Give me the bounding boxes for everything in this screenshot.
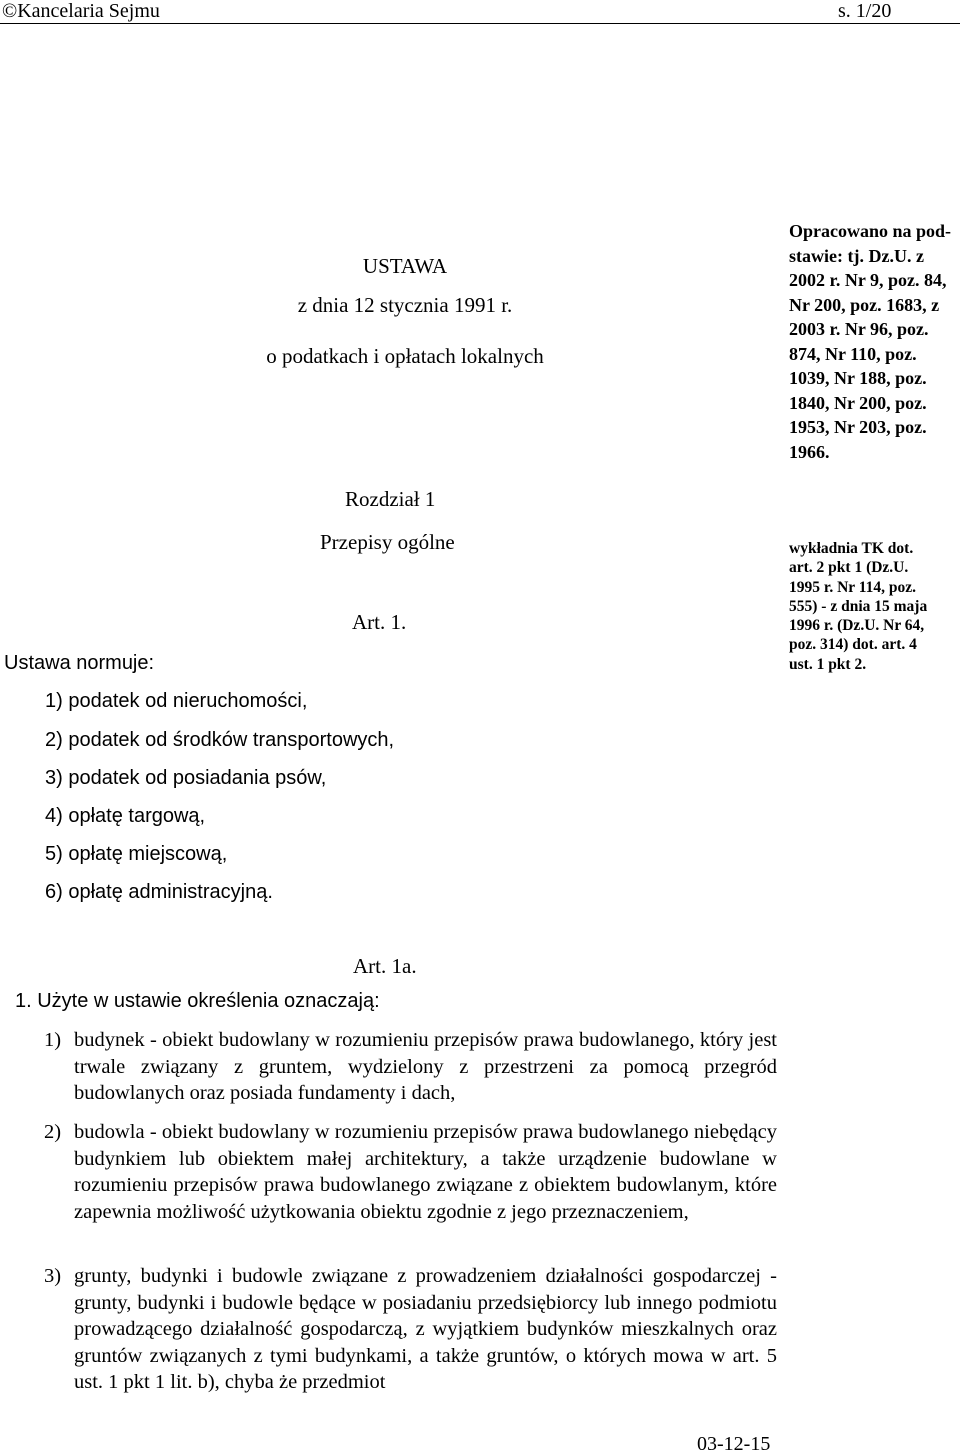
- chapter-name: Przepisy ogólne: [320, 530, 455, 554]
- act-date: z dnia 12 stycznia 1991 r.: [297, 293, 513, 317]
- tk-note-line: poz. 314) dot. art. 4: [789, 636, 917, 654]
- list-item: 6) opłatę administracyjną.: [45, 881, 273, 903]
- page-number: s. 1/20: [838, 0, 892, 22]
- list-item: 3) podatek od posiadania psów,: [45, 767, 327, 789]
- source-note-line: Opracowano na pod-: [789, 221, 952, 241]
- tk-note-line: 555) - z dnia 15 maja: [789, 597, 928, 615]
- art-1a-heading: Art. 1a.: [353, 954, 417, 978]
- definition-item: [44, 1119, 777, 1225]
- source-note-line: 2003 r. Nr 96, poz.: [789, 319, 929, 339]
- definition-number: 3): [44, 1265, 62, 1287]
- act-title: o podatkach i opłatach lokalnych: [266, 344, 544, 368]
- tk-note-line: ust. 1 pkt 2.: [789, 655, 867, 673]
- source-note-line: 1953, Nr 203, poz.: [789, 417, 927, 437]
- definition-item: [44, 1027, 777, 1107]
- act-type: USTAWA: [362, 254, 448, 278]
- definition-text: budynek - obiekt budowlany w rozumieniu przepisów prawa budowlanego, który jest trwale związany z gruntem, wydzielony z przestrzeni za pomocą przegród budowlanych oraz posiada fundamenty i dach,: [74, 1029, 777, 1104]
- definition-item: [44, 1263, 777, 1396]
- source-note: [789, 219, 951, 464]
- source-note-line: 2002 r. Nr 9, poz. 84,: [789, 270, 947, 290]
- source-note-line: 1840, Nr 200, poz.: [789, 392, 927, 413]
- definition-number: 1): [44, 1029, 62, 1051]
- source-note-line: 1966.: [789, 441, 830, 462]
- header-source: ©Kancelaria Sejmu: [2, 0, 160, 22]
- source-note-line: 874, Nr 110, poz.: [789, 343, 917, 364]
- source-note-line: Nr 200, poz. 1683, z: [789, 294, 940, 315]
- art-1-intro: Ustawa normuje:: [4, 652, 155, 674]
- tk-note-line: 1996 r. (Dz.U. Nr 64,: [789, 617, 925, 635]
- art-1-heading: Art. 1.: [352, 610, 407, 634]
- header-rule: [0, 23, 960, 24]
- list-item: 2) podatek od środków transportowych,: [45, 729, 395, 751]
- tk-note-line: 1995 r. Nr 114, poz.: [789, 578, 917, 596]
- list-item: 1) podatek od nieruchomości,: [45, 690, 308, 712]
- tk-note-line: art. 2 pkt 1 (Dz.U.: [789, 559, 909, 577]
- footer-date: 03-12-15: [697, 1433, 771, 1455]
- definition-number: 2): [44, 1121, 62, 1143]
- chapter-label: Rozdział 1: [345, 487, 436, 511]
- definition-text: grunty, budynki i budowle związane z prowadzeniem działalności gospodarczej - grunty, budynki i budowle będące w posiadaniu przedsiębiorcy lub innego podmiotu prowadzącego działalność gospodarczą, z wyjątkiem budynków mieszkalnych oraz gruntów związanych z tymi budynkami, a także gruntów, o których mowa w art. 5 ust. 1 pkt 1 lit. b), chyba że przedmiot: [74, 1265, 777, 1393]
- tk-note-line: wykładnia TK dot.: [789, 540, 914, 557]
- list-item: 5) opłatę miejscową,: [45, 843, 228, 865]
- art-1a-intro: 1. Użyte w ustawie określenia oznaczają:: [15, 990, 380, 1012]
- definition-text: budowla - obiekt budowlany w rozumieniu przepisów prawa budowlanego niebędący budynkiem lub obiektem małej architektury, a także urządzenie budowlane w rozumieniu przepisów prawa budowlanego związane z obiektem budowlanym, które zapewnia możliwość użytkowania obiektu zgodnie z jego przeznaczeniem,: [74, 1121, 777, 1223]
- list-item: 4) opłatę targową,: [45, 805, 206, 827]
- source-note-line: stawie: tj. Dz.U. z: [789, 245, 924, 266]
- tk-note: [789, 539, 927, 674]
- source-note-line: 1039, Nr 188, poz.: [789, 368, 927, 388]
